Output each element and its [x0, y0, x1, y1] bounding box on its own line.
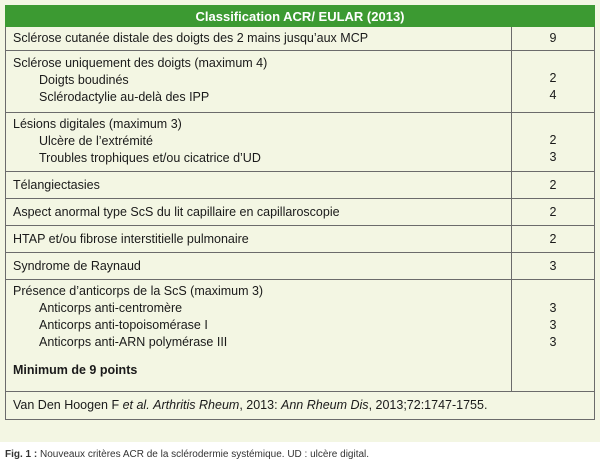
- sub-criterion-score: 3: [549, 150, 557, 164]
- table-row: [6, 280, 595, 392]
- criterion-score: 2: [512, 172, 595, 199]
- table-row: [6, 51, 595, 113]
- table-row: [6, 226, 595, 253]
- table-row: [6, 113, 595, 172]
- minimum-points: Minimum de 9 points: [13, 363, 138, 377]
- criterion-label: Lésions digitales (maximum 3): [13, 117, 182, 131]
- criterion-score: 2: [512, 226, 595, 253]
- sub-criterion-score: 3: [549, 318, 557, 332]
- sub-criterion-label: Sclérodactylie au-delà des IPP: [39, 90, 210, 104]
- reference-journal: Arthritis Rheum: [153, 398, 240, 412]
- criterion-score: 3: [512, 253, 595, 280]
- sub-criterion-label: Doigts boudinés: [39, 73, 129, 87]
- table-row: [6, 27, 595, 51]
- criterion-label: Sclérose uniquement des doigts (maximum 4): [13, 56, 268, 70]
- reference-authors: Van Den Hoogen F: [13, 398, 120, 412]
- criterion-score: 9: [512, 27, 595, 51]
- sub-criterion-score: 4: [549, 88, 557, 102]
- reference-row: [6, 392, 595, 420]
- criterion-label: Syndrome de Raynaud: [6, 253, 512, 280]
- sub-criterion-score: 2: [549, 71, 557, 85]
- reference-journal2: Ann Rheum Dis: [281, 398, 369, 412]
- table-title: Classification ACR/ EULAR (2013): [6, 6, 595, 27]
- criterion-label: Aspect anormal type ScS du lit capillaire en capillaroscopie: [6, 199, 512, 226]
- sub-criterion-label: Troubles trophiques et/ou cicatrice d’UD: [39, 151, 261, 165]
- sub-criterion-score: 3: [549, 301, 557, 315]
- caption-label: Fig. 1 :: [5, 449, 38, 460]
- sub-criterion-label: Anticorps anti-ARN polymérase III: [39, 335, 228, 349]
- reference-year: , 2013:: [239, 398, 282, 412]
- criterion-score: 2: [512, 199, 595, 226]
- table-row: [6, 172, 595, 199]
- sub-criterion-label: Ulcère de l’extrémité: [39, 134, 153, 148]
- criterion-label: Télangiectasies: [6, 172, 512, 199]
- table-header-row: [6, 6, 595, 27]
- sub-criterion-label: Anticorps anti-topoisomérase I: [39, 318, 208, 332]
- reference-citation: [6, 392, 595, 420]
- classification-table: [5, 5, 595, 420]
- criterion-label: Sclérose cutanée distale des doigts des 2 mains jusqu’aux MCP: [6, 27, 512, 51]
- reference-etal: et al.: [122, 398, 150, 412]
- criterion-label: Présence d’anticorps de la ScS (maximum 3): [13, 284, 264, 298]
- caption-text: Nouveaux critères ACR de la sclérodermie systémique. UD : ulcère digital.: [37, 449, 370, 460]
- criterion-label: HTAP et/ou fibrose interstitielle pulmonaire: [6, 226, 512, 253]
- sub-criterion-label: Anticorps anti-centromère: [39, 301, 183, 315]
- table-row: [6, 253, 595, 280]
- sub-criterion-score: 3: [549, 335, 557, 349]
- reference-details: , 2013;72:1747-1755.: [368, 398, 488, 412]
- figure-caption: [5, 449, 369, 460]
- table-row: [6, 199, 595, 226]
- sub-criterion-score: 2: [549, 133, 557, 147]
